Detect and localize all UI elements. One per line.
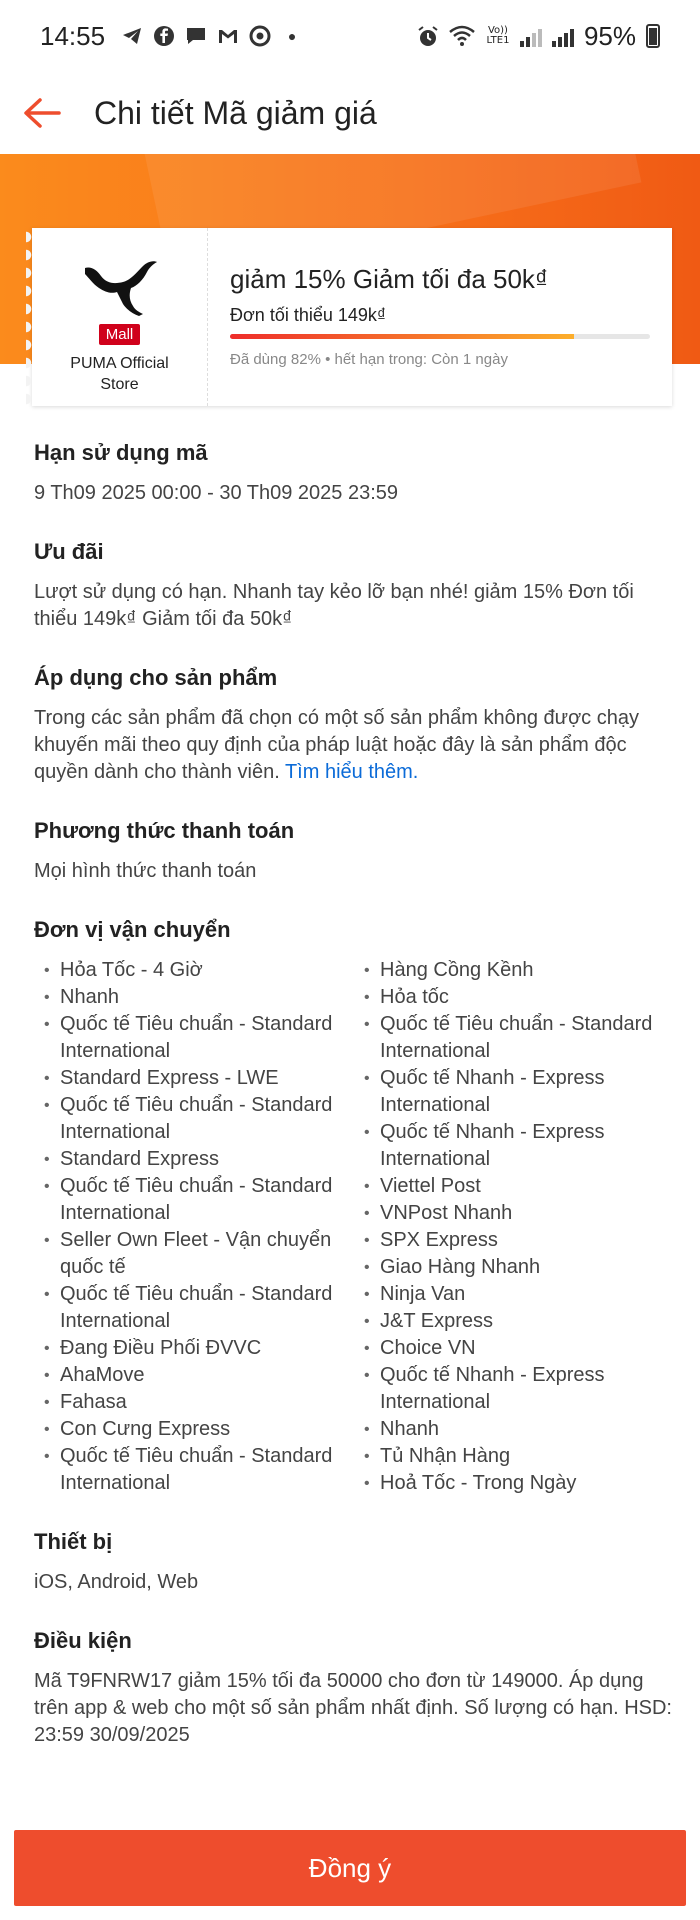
shipping-item: • SPX Express <box>354 1227 674 1254</box>
usage-progress-fill <box>230 334 574 339</box>
shipping-item: • Choice VN <box>354 1335 674 1362</box>
battery-percent: 95% <box>583 20 636 51</box>
validity-text: 9 Th09 2025 00:00 - 30 Th09 2025 23:59 <box>34 482 399 504</box>
lte-indicator: Vo)) LTE1 <box>486 25 510 46</box>
voucher-card <box>32 228 672 406</box>
status-bar <box>0 0 700 72</box>
shipping-item: • AhaMove <box>34 1362 354 1389</box>
conditions-title: Điều kiện <box>34 1628 132 1653</box>
devices-title: Thiết bị <box>34 1529 113 1554</box>
page-title: Chi tiết Mã giảm giá <box>94 94 377 131</box>
shipping-item: • Hỏa Tốc - 4 Giờ <box>34 957 354 984</box>
telegram-icon <box>121 25 143 47</box>
puma-logo <box>80 254 160 324</box>
section-conditions <box>34 1628 674 1749</box>
store-name-line2: Store <box>100 376 139 393</box>
shipping-item: • Hàng Cồng Kềnh <box>354 957 674 984</box>
products-text-body: Trong các sản phẩm đã chọn có một số sản phẩm không được chạy khuyến mãi theo quy định của pháp luật hoặc đây là sản phẩm độc quyền dành cho thành viên. <box>34 707 639 783</box>
dot-icon: ● <box>287 28 297 44</box>
shipping-item: • Quốc tế Nhanh - Express International <box>354 1119 674 1173</box>
shipping-item: • Fahasa <box>34 1389 354 1416</box>
voucher-min-order: Đơn tối thiểu 149k₫ <box>230 305 387 325</box>
products-title: Áp dụng cho sản phẩm <box>34 665 278 690</box>
shipping-item: • Quốc tế Tiêu chuẩn - Standard International <box>354 1011 674 1065</box>
offer-text: Lượt sử dụng có hạn. Nhanh tay kẻo lỡ bạn nhé! giảm 15% Đơn tối thiểu 149k₫ Giảm tối đa 50k₫ <box>34 581 634 630</box>
shipping-title: Đơn vị vận chuyển <box>34 917 231 942</box>
section-validity <box>34 440 674 507</box>
shipping-item: • Quốc tế Tiêu chuẩn - Standard International <box>34 1173 354 1227</box>
battery-icon <box>646 24 660 48</box>
chrome-icon <box>249 25 271 47</box>
voucher-store <box>32 228 208 406</box>
section-devices <box>34 1529 674 1596</box>
app-header <box>0 72 700 154</box>
back-arrow-icon[interactable] <box>20 91 64 135</box>
voucher-status: Đã dùng 82% • hết hạn trong: Còn 1 ngày <box>230 351 508 368</box>
payment-title: Phương thức thanh toán <box>34 818 295 843</box>
shipping-item: • Seller Own Fleet - Vận chuyển quốc tế <box>34 1227 354 1281</box>
shipping-item: • Quốc tế Tiêu chuẩn - Standard International <box>34 1011 354 1065</box>
section-payment <box>34 818 674 885</box>
shipping-item: • Quốc tế Nhanh - Express International <box>354 1362 674 1416</box>
voucher-details <box>34 440 674 1781</box>
voucher-title: giảm 15% Giảm tối đa 50k₫ <box>230 264 549 294</box>
status-time: 14:55 <box>40 20 106 51</box>
signal-icon <box>520 25 542 47</box>
devices-text: iOS, Android, Web <box>34 1571 199 1593</box>
shipping-item: • Quốc tế Tiêu chuẩn - Standard International <box>34 1092 354 1146</box>
shipping-item: • Quốc tế Tiêu chuẩn - Standard International <box>34 1443 354 1497</box>
products-text <box>34 705 674 786</box>
shipping-item: • Quốc tế Nhanh - Express International <box>354 1065 674 1119</box>
gmail-icon <box>217 25 239 47</box>
message-icon <box>185 25 207 47</box>
store-name-line1: PUMA Official <box>70 355 169 372</box>
shipping-item: • Tủ Nhận Hàng <box>354 1443 674 1470</box>
wifi-icon <box>448 25 476 47</box>
learn-more-link[interactable]: Tìm hiểu thêm. <box>284 761 419 783</box>
shipping-list <box>34 957 674 1497</box>
shipping-item: • Hỏa tốc <box>354 984 674 1011</box>
shipping-item: • Đang Điều Phối ĐVVC <box>34 1335 354 1362</box>
shipping-list-left <box>34 957 354 1497</box>
section-products <box>34 665 674 786</box>
shipping-item: • Standard Express <box>34 1146 354 1173</box>
mall-badge: Mall <box>99 324 141 345</box>
bottom-action-bar <box>0 1810 700 1920</box>
alarm-icon <box>416 25 438 47</box>
section-shipping <box>34 917 674 1497</box>
shipping-item: • J&T Express <box>354 1308 674 1335</box>
shipping-item: • Giao Hàng Nhanh <box>354 1254 674 1281</box>
shipping-item: • Nhanh <box>354 1416 674 1443</box>
shipping-item: • Nhanh <box>34 984 354 1011</box>
shipping-item: • Viettel Post <box>354 1173 674 1200</box>
shipping-item: • Quốc tế Tiêu chuẩn - Standard International <box>34 1281 354 1335</box>
shipping-item: • Hoả Tốc - Trong Ngày <box>354 1470 674 1497</box>
payment-text: Mọi hình thức thanh toán <box>34 860 257 882</box>
offer-title: Ưu đãi <box>34 539 104 564</box>
shipping-item: • Standard Express - LWE <box>34 1065 354 1092</box>
agree-button[interactable]: Đồng ý <box>14 1830 686 1906</box>
shipping-item: • Ninja Van <box>354 1281 674 1308</box>
shipping-item: • VNPost Nhanh <box>354 1200 674 1227</box>
usage-progress-bar <box>230 334 650 339</box>
signal-icon-2 <box>552 25 574 47</box>
section-offer <box>34 539 674 633</box>
voucher-info <box>208 228 672 406</box>
shipping-list-right <box>354 957 674 1497</box>
validity-title: Hạn sử dụng mã <box>34 440 208 465</box>
shipping-item: • Con Cưng Express <box>34 1416 354 1443</box>
store-name <box>70 353 168 395</box>
facebook-icon <box>153 25 175 47</box>
conditions-text: Mã T9FNRW17 giảm 15% tối đa 50000 cho đơn từ 149000. Áp dụng trên app & web cho một số sản phẩm nhất định. Số lượng có hạn. HSD: 23:59 30/09/2025 <box>34 1670 672 1746</box>
